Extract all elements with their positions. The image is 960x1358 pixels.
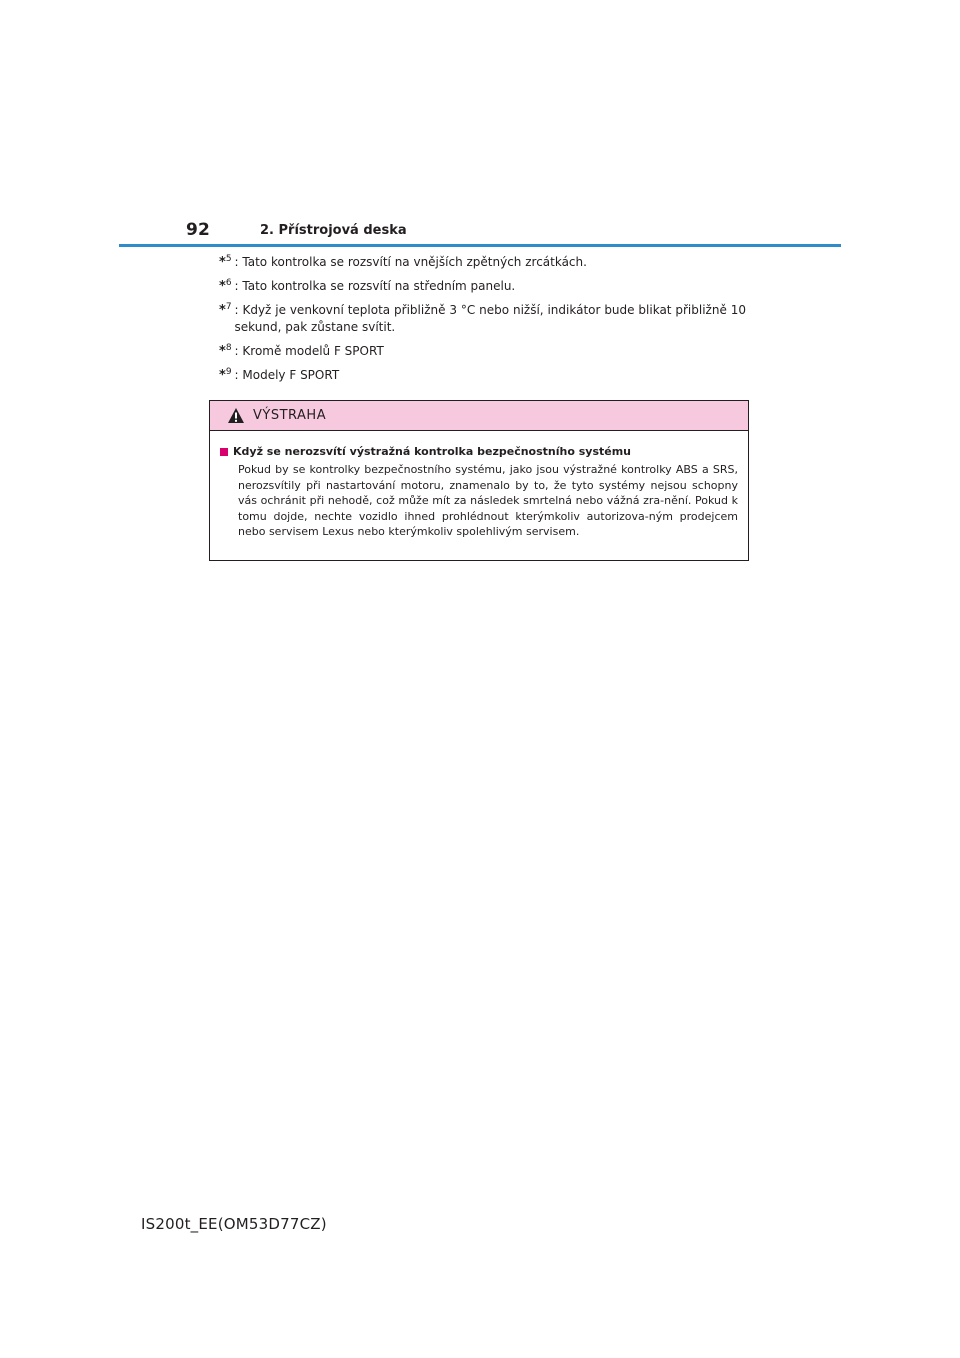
footnote-5 — [219, 254, 746, 271]
footnote-marker: *$^6$ — [219, 278, 232, 294]
square-bullet-icon — [220, 448, 228, 456]
warning-text: Pokud by se kontrolky bezpečnostního systému, jako jsou výstražné kontrolky ABS a SRS, nerozsvítily při nastartování motoru, znamenalo by to, že tyto systémy nejsou schopny vás ochránit při nehodě, což může mít za následek smrtelná nebo vážná zra-nění. Pokud k tomu dojde, nechte vozidlo ihned prohlédnout kterýmkoliv autorizova-ným prodejcem nebo servisem Lexus nebo kterýmkoliv spolehlivým servisem. — [238, 463, 738, 538]
warning-body — [210, 431, 748, 540]
footnote-text: : Modely F SPORT — [234, 368, 340, 382]
footnote-text: : Tato kontrolka se rozsvítí na vnějších zpětných zrcátkách. — [234, 255, 587, 269]
footnote-marker: *$^7$ — [219, 302, 232, 318]
footnote-marker: *$^5$ — [219, 254, 232, 270]
warning-title: VÝSTRAHA — [253, 408, 327, 423]
footnote-9 — [219, 367, 746, 384]
document-code: IS200t_EE(OM53D77CZ) — [141, 1215, 327, 1233]
header-rule — [119, 244, 841, 247]
footnote-list — [219, 254, 746, 391]
footnote-7 — [219, 302, 746, 336]
warning-subheading — [220, 445, 738, 458]
footnote-marker: *$^9$ — [219, 367, 232, 383]
page-number: 92 — [186, 220, 211, 240]
warning-subheading-text: Když se nerozsvítí výstražná kontrolka bezpečnostního systému — [233, 445, 632, 458]
footnote-8 — [219, 343, 746, 360]
warning-box — [209, 400, 749, 561]
footnote-marker: *$^8$ — [219, 343, 232, 359]
warning-triangle-icon — [227, 407, 245, 424]
footnote-6 — [219, 278, 746, 295]
footnote-text: : Kromě modelů F SPORT — [234, 344, 384, 358]
section-title: 2. Přístrojová deska — [260, 223, 407, 238]
footnote-text: : Tato kontrolka se rozsvítí na středním panelu. — [234, 279, 516, 293]
warning-header — [210, 401, 748, 431]
footnote-text: : Když je venkovní teplota přibližně 3 °C nebo nižší, indikátor bude blikat přibližně 10 sekund, pak zůstane svítit. — [234, 303, 746, 334]
